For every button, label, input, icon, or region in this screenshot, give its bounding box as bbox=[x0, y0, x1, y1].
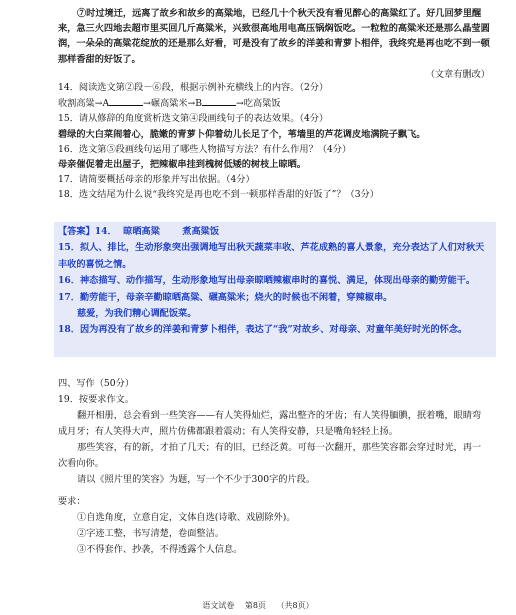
flow-blank-b-label: B bbox=[195, 98, 203, 110]
question-16: 16．选文第⑤段画线句运用了哪些人物描写方法？有什么作用？（4分） bbox=[58, 143, 352, 155]
requirement-3: ③不得套作、抄袭，不得透露个人信息。 bbox=[77, 544, 243, 555]
passage-paragraph-7: ⑦时过境迁，远离了故乡和故乡的高粱地，已经几十个秋天没有看见醉心的高粱红了。好几回梦里醒来，急三火四地去超市里买回几斤高粱米，兴致很高地用电高压锅焖饭吃。一粒粒的高粱米还是那么晶莹圆润，一朵朵的高粱花绽放的还是那么好看，可是没有了故乡的洋姜和青萝卜相伴，我终究是再也吃不到一顿那样香甜的好饭了。 bbox=[58, 8, 490, 65]
writing-section bbox=[58, 376, 490, 558]
requirement-1: ①自选角度，立意自定，文体自选(诗歌、戏剧除外)。 bbox=[77, 512, 296, 523]
question-14-flow bbox=[58, 95, 490, 111]
writing-prompt-paragraph-3: 请以《照片里的笑容》为题，写一个不少于300字的片段。 bbox=[77, 474, 316, 485]
answer-16: 16．神态描写、动作描写，生动形象地写出母亲晾晒辣椒串时的喜悦、满足，体现出母亲的勤劳能干。 bbox=[58, 275, 476, 287]
answer-17-line-1: 17．勤劳能干，母亲辛勤晾晒高粱、碾高粱米；烧火的时候也不闲着，穿辣椒串。 bbox=[58, 291, 393, 303]
requirements-label: 要求： bbox=[58, 496, 86, 507]
question-19: 19．按要求作文。 bbox=[58, 394, 135, 405]
question-17: 17．请简要概括母亲的形象并写出依据。（4分） bbox=[58, 174, 255, 186]
answer-14-a: 晾晒高粱 bbox=[123, 226, 160, 237]
footer-total-pages: （共8页） bbox=[276, 601, 314, 610]
answer-14-number: 14． bbox=[94, 226, 117, 237]
source-note: （文章有删改） bbox=[425, 68, 490, 80]
answer-15: 15．拟人、排比，生动形象突出强调地写出秋天蔬菜丰收、芦花成熟的喜人景象，充分表达了人们对秋天丰收的喜悦之情。 bbox=[58, 242, 485, 270]
question-14: 14．阅读选文第②段－⑥段，根据示例补充横线上的内容。（2分） bbox=[58, 82, 329, 93]
footer-page-number: 第8页 bbox=[244, 601, 266, 610]
flow-blank-a bbox=[109, 95, 143, 106]
writing-heading: 四、写作（50分） bbox=[58, 378, 135, 389]
questions-section bbox=[58, 80, 490, 203]
question-15-quote: 碧绿的大白菜闹着心，脆嫩的青萝卜仰着幼儿长足了个，苇墙里的芦花调皮地满院子飘飞。 bbox=[58, 128, 426, 140]
flow-blank-b bbox=[202, 95, 236, 106]
question-15: 15．请从修辞的角度赏析选文第④段画线句子的表达效果。（4分） bbox=[58, 113, 329, 125]
answer-17-line-2: 慈爱，为我们精心调配饭菜。 bbox=[77, 308, 197, 320]
answer-14-b: 煮高粱饭 bbox=[182, 226, 220, 237]
requirement-2: ②字迹工整，书写清楚，卷面整洁。 bbox=[77, 528, 224, 539]
question-16-quote: 母亲催促着走出屋子，把辣椒串挂到槐树低矮的树枝上晾晒。 bbox=[58, 159, 307, 171]
answers-section bbox=[58, 224, 490, 339]
flow-blank-a-label: A bbox=[102, 98, 110, 110]
flow-step-1: 收割高粱→ bbox=[58, 98, 103, 110]
footer-subject: 语文试卷 bbox=[202, 601, 235, 610]
writing-prompt-paragraph-2: 那些笑容，有的新，才拍了几天；有的旧，已经泛黄。可每一次翻开，那些笑容都会穿过时光，再一次看向你。 bbox=[58, 442, 482, 469]
answer-label: 【答案】 bbox=[58, 226, 95, 237]
page-footer bbox=[0, 600, 516, 611]
flow-step-2: →碾高粱米→ bbox=[143, 98, 196, 110]
question-18: 18．选文结尾为什么说“我终究是再也吃不到一顿那样香甜的好饭了”？（3分） bbox=[58, 189, 379, 201]
passage-section bbox=[58, 6, 490, 82]
writing-prompt-paragraph-1: 翻开相册，总会看到一些笑容——有人笑得灿烂，露出整齐的牙齿；有人笑得腼腆，抿着嘴，眼睛弯成月牙；有人笑得大声，照片仿佛都跟着震动；有人笑得安静，只是嘴角轻轻上扬。 bbox=[58, 410, 482, 437]
answer-14 bbox=[58, 224, 490, 240]
answer-18: 18．因为再没有了故乡的洋姜和青萝卜相伴，表达了“我”对故乡、对母亲、对童年美好时光的怀念。 bbox=[58, 324, 468, 336]
flow-step-3: →吃高粱饭 bbox=[236, 98, 281, 110]
